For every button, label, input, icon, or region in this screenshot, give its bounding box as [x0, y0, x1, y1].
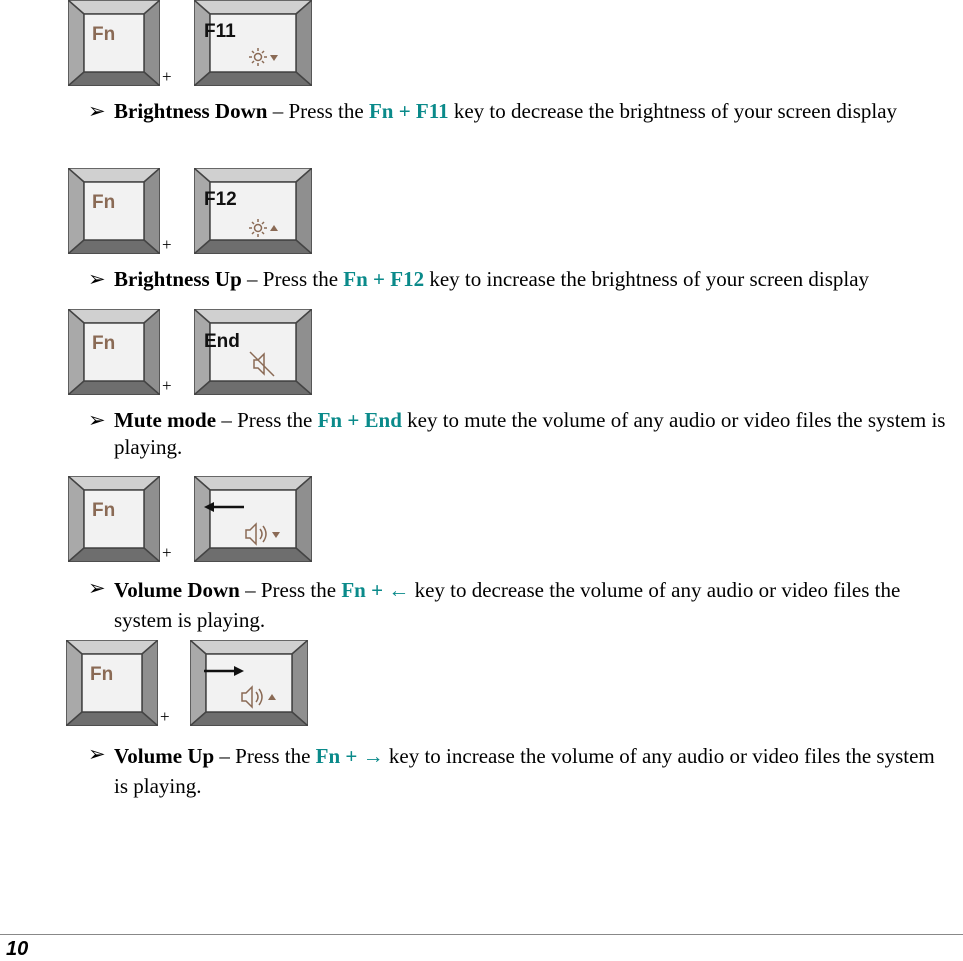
item-dash: – Press the: [239, 578, 342, 602]
item-dash: – Press the: [214, 744, 316, 768]
footer-divider: [0, 934, 963, 935]
item-title: Volume Up: [114, 744, 215, 768]
page-number: 10: [6, 938, 29, 960]
item-dash: – Press the: [267, 99, 369, 123]
list-item-brightness-up: [88, 266, 948, 293]
fn-key: [68, 0, 160, 86]
item-description: key to increase the volume of any audio or video files the system is playing.: [114, 744, 935, 798]
end-key-label: End: [204, 331, 240, 352]
list-item-mute: [88, 407, 948, 461]
right-arrow-key: [190, 640, 282, 726]
item-dash: – Press the: [241, 267, 344, 291]
plus-sign: +: [162, 67, 172, 86]
bullet-arrow-icon: ➢: [88, 267, 106, 291]
fn-key-label: Fn: [90, 664, 114, 685]
item-title: Brightness Down: [114, 99, 268, 123]
key-combo-text: Fn + F12: [343, 267, 425, 291]
item-title: Volume Down: [114, 578, 240, 602]
f12-key-label: F12: [204, 189, 237, 210]
plus-sign: +: [162, 543, 172, 562]
bullet-arrow-icon: ➢: [88, 742, 106, 766]
plus-sign: +: [162, 376, 172, 395]
plus-sign: +: [160, 707, 170, 726]
fn-key-label: Fn: [92, 192, 116, 213]
item-text: [114, 98, 948, 125]
f12-key: [194, 168, 286, 254]
item-text: [114, 575, 948, 635]
fn-key: [68, 309, 160, 395]
item-title: Mute mode: [114, 408, 217, 432]
item-text: [114, 266, 948, 293]
fn-key: [68, 168, 160, 254]
fn-key-label: Fn: [92, 500, 116, 521]
fn-key-label: Fn: [92, 24, 116, 45]
item-description: key to decrease the brightness of your screen display: [448, 99, 898, 123]
list-item-volume-down: [88, 575, 948, 635]
f11-key: [194, 0, 286, 86]
bullet-arrow-icon: ➢: [88, 576, 106, 600]
key-combo-text: Fn + ←: [341, 578, 410, 602]
list-item-brightness-down: [88, 98, 948, 125]
bullet-arrow-icon: ➢: [88, 408, 106, 432]
left-arrow-key: [194, 476, 286, 562]
end-key: [194, 309, 286, 395]
key-combo-text: Fn + F11: [368, 99, 449, 123]
key-combo-text: Fn + →: [315, 744, 384, 768]
item-description: key to mute the volume of any audio or video files the system is playing.: [114, 408, 946, 459]
fn-key-label: Fn: [92, 333, 116, 354]
f11-key-label: F11: [204, 21, 236, 42]
item-text: [114, 741, 948, 801]
bullet-arrow-icon: ➢: [88, 99, 106, 123]
list-item-volume-up: [88, 741, 948, 801]
item-text: [114, 407, 948, 461]
item-description: key to increase the brightness of your screen display: [424, 267, 870, 291]
fn-key: [66, 640, 158, 726]
item-dash: – Press the: [216, 408, 318, 432]
item-description: key to decrease the volume of any audio or video files the system is playing.: [114, 578, 901, 632]
fn-key: [68, 476, 160, 562]
key-combo-text: Fn + End: [317, 408, 402, 432]
plus-sign: +: [162, 235, 172, 254]
item-title: Brightness Up: [114, 267, 242, 291]
